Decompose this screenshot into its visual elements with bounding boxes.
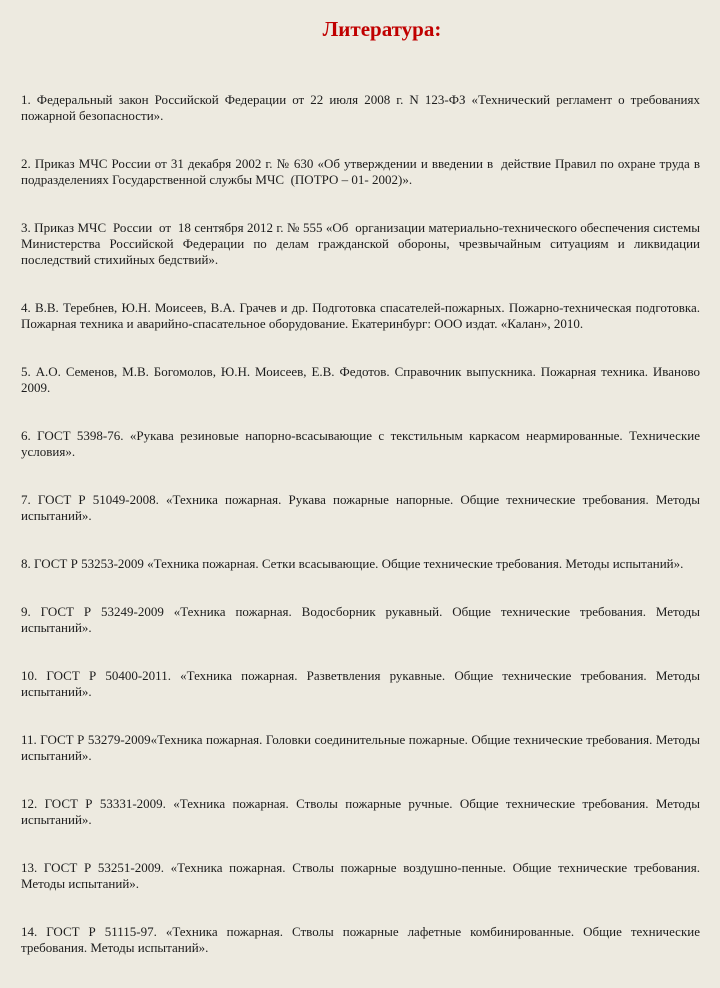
reference-item-10: 10. ГОСТ Р 50400-2011. «Техника пожарная. Разветвления рукавные. Общие технические требования. Методы испытаний».: [21, 668, 704, 699]
reference-item-13: 13. ГОСТ Р 53251-2009. «Техника пожарная. Стволы пожарные воздушно-пенные. Общие технические требования. Методы испытаний».: [21, 860, 704, 891]
reference-item-5: 5. А.О. Семенов, М.В. Богомолов, Ю.Н. Моисеев, Е.В. Федотов. Справочник выпускника. Пожарная техника. Иваново 2009.: [21, 364, 704, 395]
reference-item-9: 9. ГОСТ Р 53249-2009 «Техника пожарная. Водосборник рукавный. Общие технические требования. Методы испытаний».: [21, 604, 704, 635]
reference-item-7: 7. ГОСТ Р 51049-2008. «Техника пожарная. Рукава пожарные напорные. Общие технические требования. Методы испытаний».: [21, 492, 704, 523]
reference-item-12: 12. ГОСТ Р 53331-2009. «Техника пожарная. Стволы пожарные ручные. Общие технические требования. Методы испытаний».: [21, 796, 704, 827]
reference-item-11: 11. ГОСТ Р 53279-2009«Техника пожарная. Головки соединительные пожарные. Общие технические требования. Методы испытаний».: [21, 732, 704, 763]
reference-item-2: 2. Приказ МЧС России от 31 декабря 2002 г. № 630 «Об утверждении и введении в действие Правил по охране труда в подразделениях Государственной службы МЧС (ПОТРО – 01- 2002)».: [21, 156, 704, 187]
reference-item-4: 4. В.В. Теребнев, Ю.Н. Моисеев, В.А. Грачев и др. Подготовка спасателей-пожарных. Пожарно-техническая подготовка. Пожарная техника и аварийно-спасательное оборудование. Екатеринбург: ООО издат. «Калан», 2010.: [21, 300, 704, 331]
reference-item-6: 6. ГОСТ 5398-76. «Рукава резиновые напорно-всасывающие с текстильным каркасом неармированные. Технические условия».: [21, 428, 704, 459]
reference-item-3: 3. Приказ МЧС России от 18 сентября 2012 г. № 555 «Об организации материально-технического обеспечения системы Министерства Российской Федерации по делам гражданской обороны, чрезвычайным ситуациям и ликвидации последствий стихийных бедствий».: [21, 220, 704, 267]
page-title: Литература:: [322, 17, 442, 41]
references-list: [21, 60, 704, 988]
reference-item-8: 8. ГОСТ Р 53253-2009 «Техника пожарная. Сетки всасывающие. Общие технические требования. Методы испытаний».: [21, 556, 684, 571]
reference-item-1: 1. Федеральный закон Российской Федерации от 22 июля 2008 г. N 123-ФЗ «Технический регламент о требованиях пожарной безопасности».: [21, 92, 704, 123]
reference-item-14: 14. ГОСТ Р 51115-97. «Техника пожарная. Стволы пожарные лафетные комбинированные. Общие технические требования. Методы испытаний».: [21, 924, 704, 955]
